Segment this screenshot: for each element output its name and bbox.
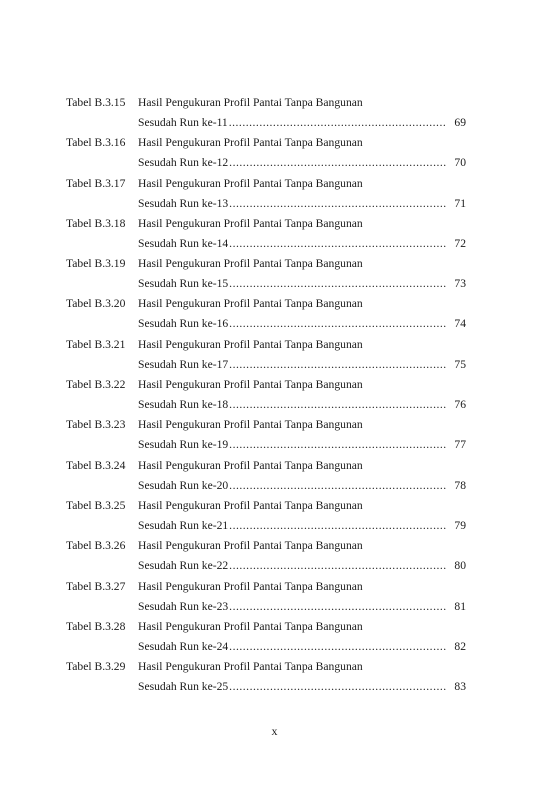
table-subtitle: Sesudah Run ke-25 xyxy=(138,680,229,694)
page-ref: 77 xyxy=(454,438,466,452)
table-title: Hasil Pengukuran Profil Pantai Tanpa Bangunan xyxy=(138,337,363,351)
table-label: Tabel B.3.28 xyxy=(66,619,126,633)
table-title: Hasil Pengukuran Profil Pantai Tanpa Bangunan xyxy=(138,257,363,271)
table-label: Tabel B.3.16 xyxy=(66,136,126,150)
table-title: Hasil Pengukuran Profil Pantai Tanpa Bangunan xyxy=(138,539,363,553)
toc-entry xyxy=(66,297,466,337)
table-title: Hasil Pengukuran Profil Pantai Tanpa Bangunan xyxy=(138,96,363,109)
dot-leader xyxy=(229,398,447,412)
table-label: Tabel B.3.25 xyxy=(66,498,126,512)
table-subtitle: Sesudah Run ke-17 xyxy=(138,357,229,371)
toc-entry xyxy=(66,378,466,418)
table-subtitle: Sesudah Run ke-16 xyxy=(138,317,229,331)
page-ref: 75 xyxy=(454,357,466,371)
table-subtitle: Sesudah Run ke-19 xyxy=(138,438,229,452)
table-subtitle: Sesudah Run ke-14 xyxy=(138,236,229,250)
table-title: Hasil Pengukuran Profil Pantai Tanpa Bangunan xyxy=(138,579,363,593)
table-title: Hasil Pengukuran Profil Pantai Tanpa Bangunan xyxy=(138,176,363,190)
toc-entry xyxy=(66,620,466,660)
table-title: Hasil Pengukuran Profil Pantai Tanpa Bangunan xyxy=(138,378,363,392)
toc-entry-line xyxy=(138,197,466,211)
toc-entry xyxy=(66,580,466,620)
toc-entry-line xyxy=(138,559,466,573)
toc-entry xyxy=(66,499,466,539)
table-subtitle: Sesudah Run ke-23 xyxy=(138,599,229,613)
toc-entry-line xyxy=(138,358,466,372)
toc-entry xyxy=(66,217,466,257)
toc-entry-line xyxy=(138,156,466,170)
dot-leader xyxy=(229,640,447,654)
toc-entry xyxy=(66,136,466,176)
table-subtitle: Sesudah Run ke-13 xyxy=(138,196,229,210)
page-ref: 81 xyxy=(454,599,466,613)
table-subtitle: Sesudah Run ke-20 xyxy=(138,478,229,492)
table-label: Tabel B.3.29 xyxy=(66,660,126,674)
page-ref: 80 xyxy=(454,559,466,573)
dot-leader xyxy=(229,559,447,573)
toc-entry-line xyxy=(138,438,466,452)
toc-entry-line xyxy=(138,519,466,533)
toc-entry-line xyxy=(138,116,466,130)
table-subtitle: Sesudah Run ke-12 xyxy=(138,156,229,170)
table-subtitle: Sesudah Run ke-21 xyxy=(138,518,229,532)
table-title: Hasil Pengukuran Profil Pantai Tanpa Bangunan xyxy=(138,418,363,432)
table-title: Hasil Pengukuran Profil Pantai Tanpa Bangunan xyxy=(138,297,363,311)
table-subtitle: Sesudah Run ke-24 xyxy=(138,639,229,653)
table-label: Tabel B.3.27 xyxy=(66,579,126,593)
table-label: Tabel B.3.26 xyxy=(66,539,126,553)
toc-entry xyxy=(66,96,466,136)
toc-entry xyxy=(66,257,466,297)
page-number: x xyxy=(271,724,278,738)
table-label: Tabel B.3.17 xyxy=(66,176,126,190)
page-ref: 72 xyxy=(454,236,466,250)
table-label: Tabel B.3.24 xyxy=(66,458,126,472)
toc-entry xyxy=(66,177,466,217)
toc-entry-line xyxy=(138,600,466,614)
page-ref: 83 xyxy=(454,680,466,694)
table-subtitle: Sesudah Run ke-22 xyxy=(138,559,229,573)
dot-leader xyxy=(229,680,447,694)
page-ref: 74 xyxy=(454,317,466,331)
dot-leader xyxy=(229,277,447,291)
toc-entry-line xyxy=(138,237,466,251)
page-ref: 78 xyxy=(454,478,466,492)
table-label: Tabel B.3.18 xyxy=(66,216,126,230)
table-label: Tabel B.3.22 xyxy=(66,378,126,392)
table-title: Hasil Pengukuran Profil Pantai Tanpa Bangunan xyxy=(138,619,363,633)
page-ref: 71 xyxy=(454,196,466,210)
dot-leader xyxy=(229,317,447,331)
table-label: Tabel B.3.19 xyxy=(66,257,126,271)
toc-entry-line xyxy=(138,317,466,331)
dot-leader xyxy=(229,479,447,493)
toc-entry-line xyxy=(138,398,466,412)
toc-entry-line xyxy=(138,479,466,493)
toc-entry-line xyxy=(138,277,466,291)
toc-entry xyxy=(66,539,466,579)
dot-leader xyxy=(229,438,447,452)
table-title: Hasil Pengukuran Profil Pantai Tanpa Bangunan xyxy=(138,216,363,230)
toc-entry xyxy=(66,418,466,458)
table-label: Tabel B.3.15 xyxy=(66,96,126,109)
page-ref: 76 xyxy=(454,398,466,412)
table-label: Tabel B.3.23 xyxy=(66,418,126,432)
dot-leader xyxy=(229,358,447,372)
dot-leader xyxy=(229,237,447,251)
toc-entry xyxy=(66,338,466,378)
table-subtitle: Sesudah Run ke-15 xyxy=(138,277,229,291)
dot-leader xyxy=(229,197,447,211)
page-ref: 69 xyxy=(454,116,466,129)
table-title: Hasil Pengukuran Profil Pantai Tanpa Bangunan xyxy=(138,458,363,472)
toc-entry-line xyxy=(138,640,466,654)
dot-leader xyxy=(229,519,447,533)
page-ref: 73 xyxy=(454,277,466,291)
dot-leader xyxy=(229,156,447,170)
table-label: Tabel B.3.20 xyxy=(66,297,126,311)
table-title: Hasil Pengukuran Profil Pantai Tanpa Bangunan xyxy=(138,136,363,150)
table-subtitle: Sesudah Run ke-11 xyxy=(138,116,228,129)
page-ref: 79 xyxy=(454,518,466,532)
toc-entry xyxy=(66,459,466,499)
dot-leader xyxy=(229,600,447,614)
table-subtitle: Sesudah Run ke-18 xyxy=(138,398,229,412)
table-list xyxy=(66,96,466,700)
table-title: Hasil Pengukuran Profil Pantai Tanpa Bangunan xyxy=(138,660,363,674)
table-title: Hasil Pengukuran Profil Pantai Tanpa Bangunan xyxy=(138,498,363,512)
toc-entry-line xyxy=(138,680,466,694)
table-label: Tabel B.3.21 xyxy=(66,337,126,351)
page-ref: 70 xyxy=(454,156,466,170)
toc-entry xyxy=(66,660,466,700)
page-ref: 82 xyxy=(454,639,466,653)
dot-leader xyxy=(229,116,447,130)
